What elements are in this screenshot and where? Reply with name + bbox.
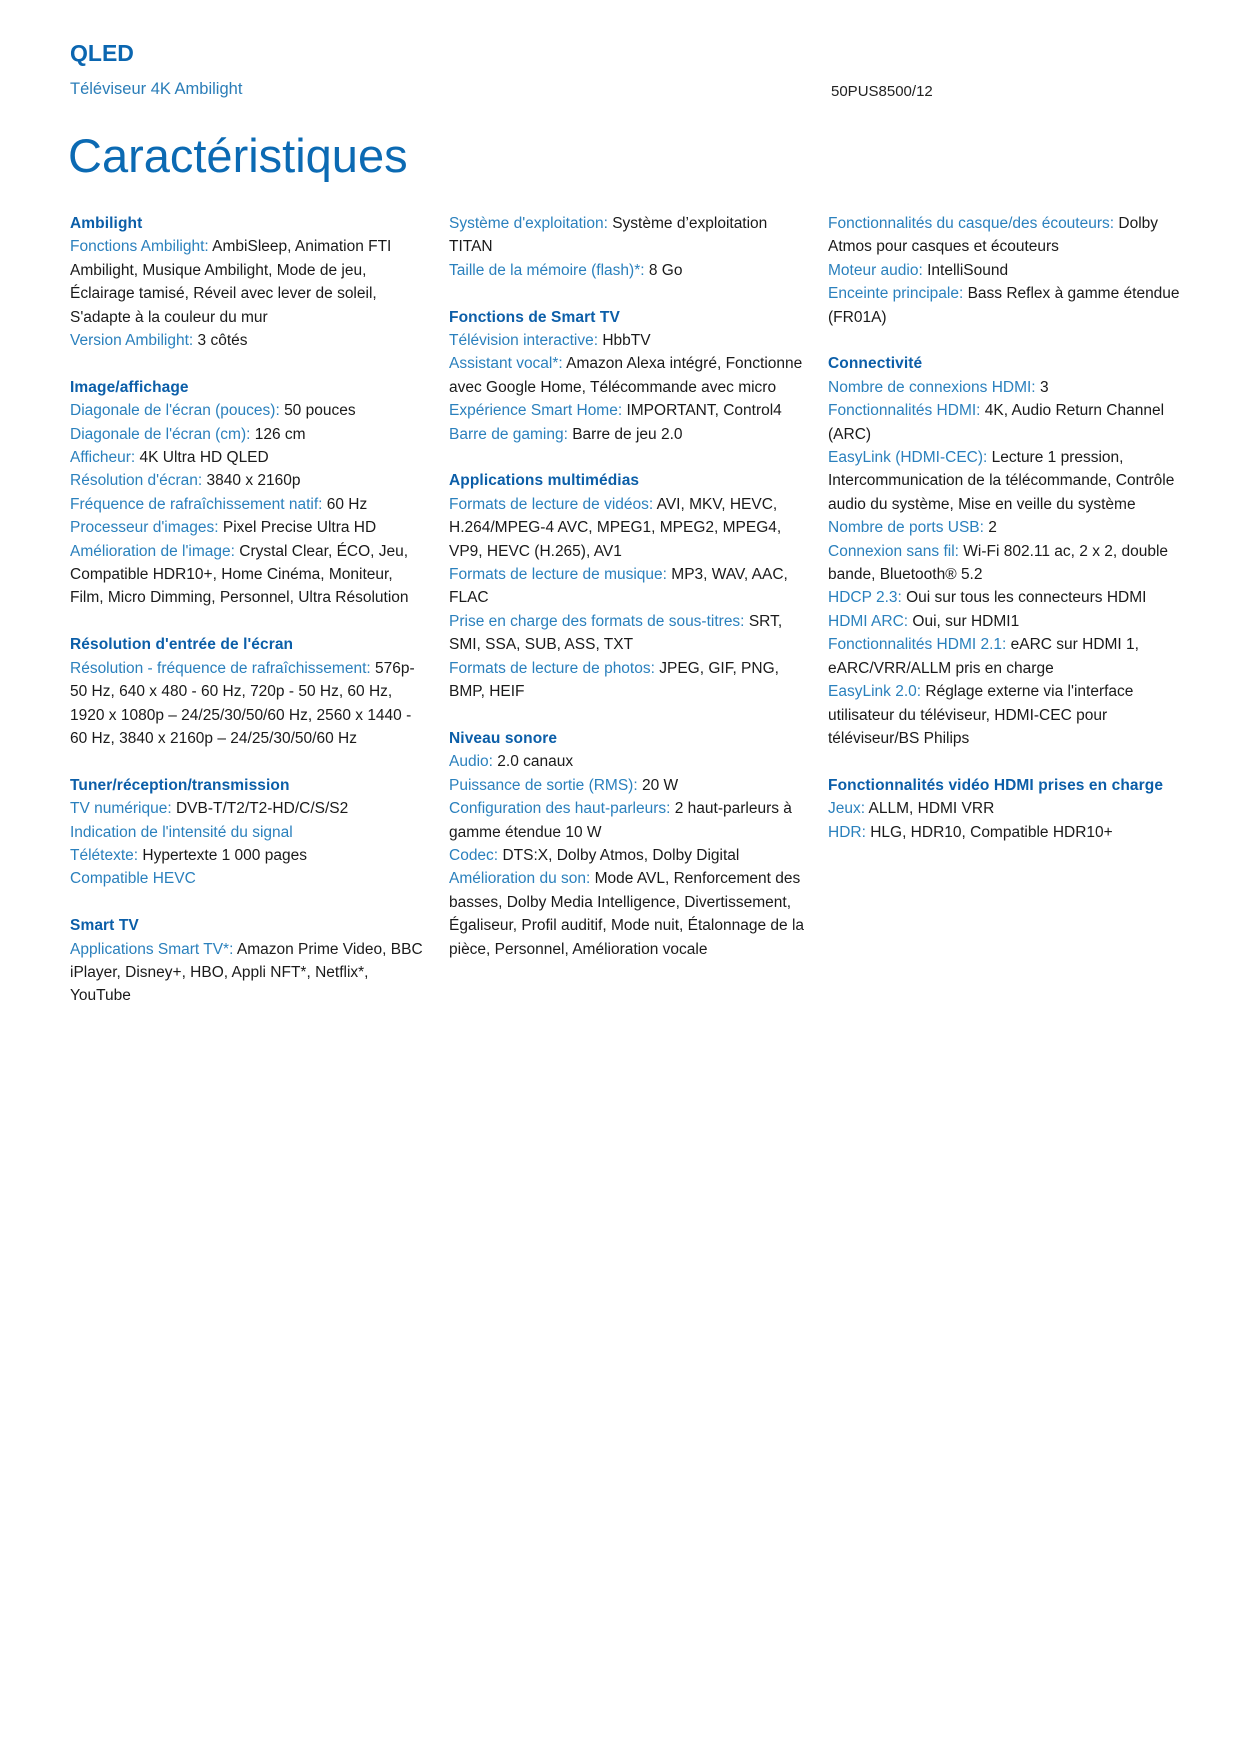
spec-item: [70, 399, 430, 422]
spec-item: [70, 938, 430, 1008]
spec-label: Système d'exploitation:: [449, 215, 608, 232]
spec-item: [828, 633, 1183, 680]
spec-item: [828, 797, 1183, 820]
spec-value: Réglage externe via l'interface utilisateur du téléviseur, HDMI-CEC pour téléviseur/BS Philips: [828, 683, 1134, 747]
spec-item: [449, 329, 809, 352]
spec-value: 576p-50 Hz, 640 x 480 - 60 Hz, 720p - 50 Hz, 60 Hz, 1920 x 1080p – 24/25/30/50/60 Hz, 2560 x 1440 - 60 Hz, 3840 x 2160p – 24/25/30/50/60 Hz: [70, 659, 415, 747]
spec-item: [449, 563, 809, 610]
spec-label: Nombre de ports USB:: [828, 519, 984, 537]
spec-value: Oui, sur HDMI1: [912, 612, 1020, 630]
spec-value: Mode AVL, Renforcement des basses, Dolby Media Intelligence, Divertissement, Égaliseur, Profil auditif, Mode nuit, Étalonnage de la pièce, Personnel, Amélioration vocale: [449, 870, 805, 958]
spec-section: [449, 306, 809, 446]
spec-label: Diagonale de l'écran (cm):: [70, 425, 251, 443]
spec-item: [449, 212, 809, 259]
spec-value: IntelliSound: [927, 261, 1009, 279]
spec-item: [449, 352, 809, 399]
spec-value: AmbiSleep, Animation FTI Ambilight, Musique Ambilight, Mode de jeu, Éclairage tamisé, Réveil avec lever de soleil, S'adapte à la couleur du mur: [70, 238, 392, 326]
spec-column-1: [70, 212, 430, 1031]
section-heading: Fonctions de Smart TV: [449, 308, 620, 326]
spec-section: [70, 633, 430, 750]
spec-item: [70, 446, 430, 469]
section-heading: Applications multimédias: [449, 472, 640, 490]
spec-value: Hypertexte 1 000 pages: [142, 846, 307, 864]
spec-label: Connexion sans fil:: [828, 542, 959, 560]
spec-label: HDCP 2.3:: [828, 589, 902, 607]
spec-value: Lecture 1 pression, Intercommunication de la télécommande, Contrôle audio du système, Mise en veille du système: [828, 449, 1175, 513]
spec-item: [449, 797, 809, 844]
page-title: Caractéristiques: [68, 129, 408, 182]
section-heading: Niveau sonore: [449, 729, 558, 747]
spec-section: [828, 774, 1183, 844]
spec-item: [828, 821, 1183, 844]
spec-section: [70, 376, 430, 610]
section-heading: Résolution d'entrée de l'écran: [70, 636, 294, 654]
spec-label: Télévision interactive:: [449, 332, 599, 350]
section-heading: Image/affichage: [70, 378, 189, 396]
spec-label: Télétexte:: [70, 846, 139, 864]
spec-label: Fonctions Ambilight:: [70, 238, 209, 256]
spec-label: Résolution d'écran:: [70, 472, 203, 490]
spec-label: Processeur d'images:: [70, 519, 219, 537]
spec-item: [449, 844, 809, 867]
spec-item: [828, 399, 1183, 446]
spec-value: IMPORTANT, Control4: [626, 402, 782, 420]
spec-item: [449, 867, 809, 961]
spec-label: Codec:: [449, 846, 499, 864]
spec-section: [449, 727, 809, 961]
spec-item: [449, 750, 809, 773]
spec-value: DVB-T/T2/T2-HD/C/S/S2: [175, 800, 349, 818]
spec-label: HDMI ARC:: [828, 612, 909, 630]
spec-value: HbbTV: [602, 332, 651, 350]
spec-item: [70, 235, 430, 329]
spec-item: [449, 774, 809, 797]
spec-value: 126 cm: [254, 425, 306, 443]
section-heading: Connectivité: [828, 355, 923, 373]
spec-value: SRT, SMI, SSA, SUB, ASS, TXT: [449, 612, 783, 654]
spec-item: [70, 797, 430, 820]
spec-value: 3 côtés: [197, 332, 248, 350]
spec-label: TV numérique:: [70, 800, 172, 818]
spec-item: [70, 844, 430, 867]
spec-label: Audio:: [449, 753, 493, 771]
spec-label: Puissance de sortie (RMS):: [449, 776, 638, 794]
spec-label: Indication de l'intensité du signal: [70, 823, 293, 841]
spec-item: [828, 540, 1183, 587]
spec-label: Fonctionnalités HDMI 2.1:: [828, 636, 1007, 654]
spec-item: [70, 493, 430, 516]
spec-label: Taille de la mémoire (flash)*:: [449, 261, 645, 279]
spec-item: [70, 423, 430, 446]
spec-item: [449, 493, 809, 563]
spec-value: Pixel Precise Ultra HD: [222, 519, 377, 537]
spec-item: [828, 516, 1183, 539]
spec-item: [449, 399, 809, 422]
spec-value: 4K, Audio Return Channel (ARC): [828, 402, 1165, 443]
spec-value: 50 pouces: [284, 402, 356, 420]
spec-label: Assistant vocal*:: [449, 355, 563, 373]
section-heading: Ambilight: [70, 215, 143, 232]
model-number: 50PUS8500/12: [831, 83, 933, 100]
spec-label: EasyLink (HDMI-CEC):: [828, 449, 988, 467]
spec-section: [70, 774, 430, 891]
spec-column-3: [828, 212, 1183, 867]
spec-label: Barre de gaming:: [449, 425, 568, 443]
spec-section: [70, 212, 430, 352]
spec-item: [70, 540, 430, 610]
spec-value: ALLM, HDMI VRR: [868, 800, 995, 818]
spec-value: AVI, MKV, HEVC, H.264/MPEG-4 AVC, MPEG1, MPEG2, MPEG4, VP9, HEVC (H.265), AV1: [449, 495, 782, 560]
spec-section: [828, 352, 1183, 750]
section-heading: Fonctionnalités vidéo HDMI prises en charge: [828, 776, 1164, 794]
spec-value: 2: [988, 519, 997, 537]
spec-value: Amazon Alexa intégré, Fonctionne avec Google Home, Télécommande avec micro: [449, 355, 803, 396]
spec-item: [449, 259, 809, 282]
spec-item: [828, 259, 1183, 282]
spec-item: [70, 329, 430, 352]
section-heading: Tuner/réception/transmission: [70, 776, 290, 794]
spec-item: [828, 446, 1183, 516]
spec-label: Amélioration du son:: [449, 870, 591, 888]
spec-label: Diagonale de l'écran (pouces):: [70, 402, 280, 420]
spec-label: Afficheur:: [70, 449, 136, 467]
spec-item: [70, 821, 430, 844]
spec-value: Wi-Fi 802.11 ac, 2 x 2, double bande, Bluetooth® 5.2: [828, 542, 1169, 584]
spec-value: eARC sur HDMI 1, eARC/VRR/ALLM pris en charge: [828, 636, 1139, 677]
spec-label: Configuration des haut-parleurs:: [449, 800, 671, 818]
spec-value: 2 haut-parleurs à gamme étendue 10 W: [449, 800, 792, 841]
spec-value: Système d’exploitation TITAN: [449, 215, 768, 256]
spec-item: [828, 680, 1183, 750]
spec-section: [449, 469, 809, 703]
spec-value: Bass Reflex à gamme étendue (FR01A): [828, 285, 1180, 326]
spec-item: [828, 212, 1183, 259]
spec-label: EasyLink 2.0:: [828, 683, 922, 701]
spec-value: 3: [1039, 378, 1049, 396]
spec-label: Fonctionnalités HDMI:: [828, 402, 981, 420]
spec-label: Compatible HEVC: [70, 870, 196, 888]
spec-item: [449, 423, 809, 446]
spec-label: Moteur audio:: [828, 261, 923, 279]
spec-value: 4K Ultra HD QLED: [139, 449, 269, 467]
spec-item: [828, 376, 1183, 399]
spec-item: [70, 867, 430, 890]
spec-label: Formats de lecture de musique:: [449, 566, 667, 584]
spec-column-2: [449, 212, 809, 984]
spec-section: [828, 212, 1183, 329]
spec-label: Jeux:: [828, 800, 866, 818]
spec-label: Version Ambilight:: [70, 332, 194, 350]
spec-item: [70, 657, 430, 751]
spec-item: [828, 282, 1183, 329]
spec-value: HLG, HDR10, Compatible HDR10+: [870, 823, 1113, 841]
spec-value: 20 W: [641, 776, 679, 794]
spec-value: Crystal Clear, ÉCO, Jeu, Compatible HDR10+, Home Cinéma, Moniteur, Film, Micro Dimming, Personnel, Ultra Résolution: [70, 542, 409, 607]
spec-label: Enceinte principale:: [828, 285, 964, 303]
spec-value: JPEG, GIF, PNG, BMP, HEIF: [449, 659, 779, 701]
brand-label: QLED: [70, 40, 134, 66]
spec-label: Nombre de connexions HDMI:: [828, 378, 1036, 396]
spec-item: [70, 516, 430, 539]
spec-value: Oui sur tous les connecteurs HDMI: [906, 589, 1147, 607]
spec-label: Expérience Smart Home:: [449, 402, 623, 420]
spec-value: Amazon Prime Video, BBC iPlayer, Disney+, HBO, Appli NFT*, Netflix*, YouTube: [70, 940, 423, 1005]
spec-label: Formats de lecture de vidéos:: [449, 495, 654, 513]
spec-label: Fonctionnalités du casque/des écouteurs:: [828, 215, 1115, 232]
spec-value: 2.0 canaux: [497, 753, 574, 771]
spec-item: [449, 657, 809, 704]
product-subtitle: Téléviseur 4K Ambilight: [70, 80, 243, 98]
spec-value: 8 Go: [648, 261, 683, 279]
spec-section: [70, 914, 430, 1008]
spec-value: Barre de jeu 2.0: [572, 425, 683, 443]
spec-value: 60 Hz: [326, 495, 368, 513]
spec-value: MP3, WAV, AAC, FLAC: [449, 566, 788, 607]
spec-item: [449, 610, 809, 657]
spec-label: Amélioration de l'image:: [70, 542, 235, 560]
spec-label: Applications Smart TV*:: [70, 940, 234, 958]
spec-label: Formats de lecture de photos:: [449, 659, 655, 677]
spec-label: HDR:: [828, 823, 866, 841]
spec-item: [828, 610, 1183, 633]
spec-value: Dolby Atmos pour casques et écouteurs: [828, 215, 1159, 256]
spec-section: [449, 212, 809, 282]
spec-value: DTS:X, Dolby Atmos, Dolby Digital: [502, 846, 740, 864]
spec-item: [70, 469, 430, 492]
spec-value: 3840 x 2160p: [206, 472, 301, 490]
spec-label: Fréquence de rafraîchissement natif:: [70, 495, 323, 513]
spec-label: Prise en charge des formats de sous-titres:: [449, 612, 745, 630]
spec-item: [828, 586, 1183, 609]
section-heading: Smart TV: [70, 917, 139, 935]
spec-label: Résolution - fréquence de rafraîchissement:: [70, 659, 371, 677]
